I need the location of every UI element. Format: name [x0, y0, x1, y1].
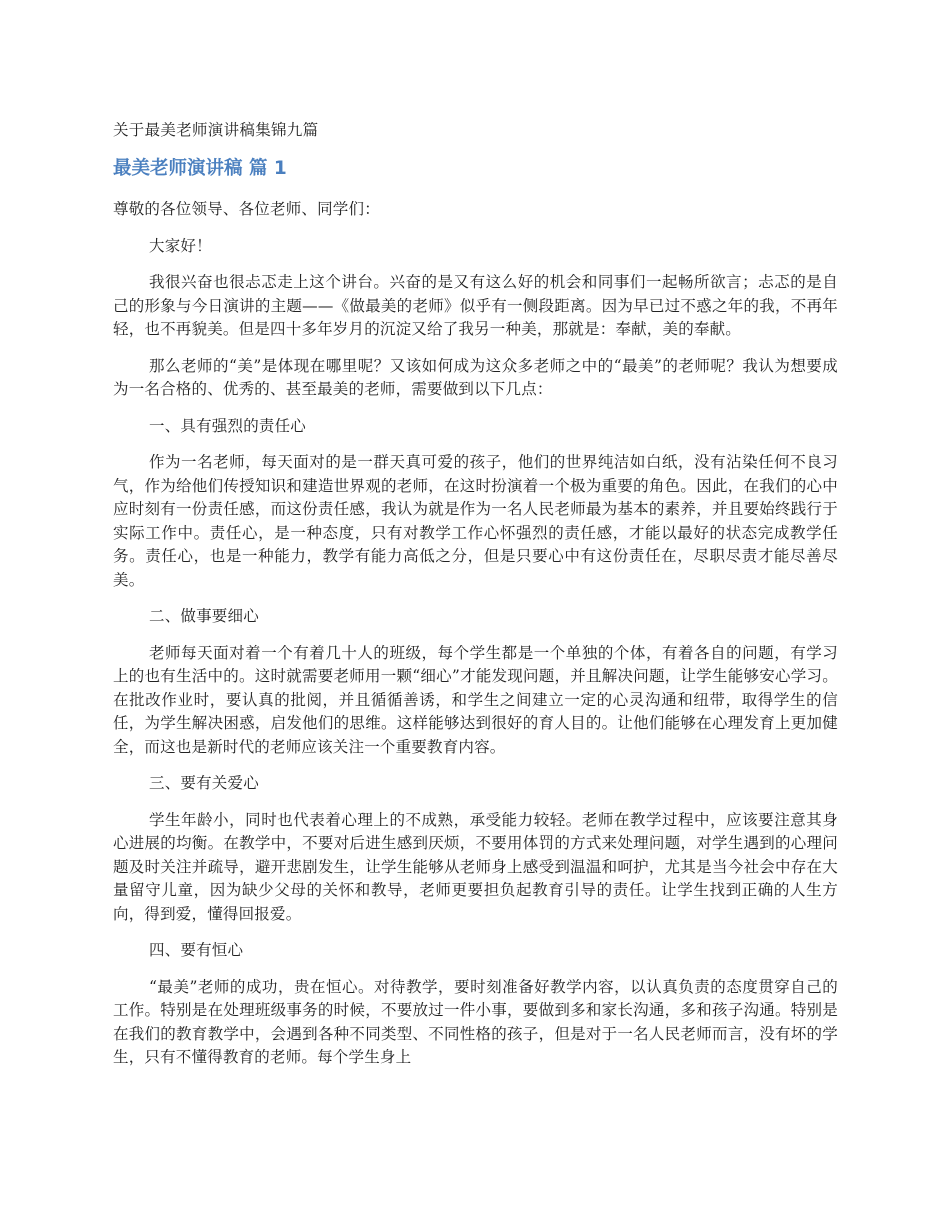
point-heading-responsibility: 一、具有强烈的责任心: [149, 416, 307, 435]
greeting: 大家好！: [149, 236, 212, 255]
paragraph-responsibility: 作为一名老师，每天面对的是一群天真可爱的孩子，他们的世界纯洁如白纸，没有沾染任何不良习气，作为给他们传授知识和建造世界观的老师，在这时扮演着一个极为重要的角色。因此，在我们的心中应时刻有一份责任感，而这份责任感，我认为就是作为一名人民老师最为基本的素养，并且要始终践行于实际工作中。责任心，是一种态度，只有对教学工作心怀强烈的责任感，才能以最好的状态完成教学任务。责任心，也是一种能力，教学有能力高低之分，但是只要心中有这份责任在，尽职尽责才能尽善尽美。: [113, 453, 838, 589]
document-title: 关于最美老师演讲稿集锦九篇: [113, 121, 319, 139]
salutation: 尊敬的各位领导、各位老师、同学们：: [113, 200, 380, 218]
paragraph-intro: 我很兴奋也很忐忑走上这个讲台。兴奋的是又有这么好的机会和同事们一起畅所欲言；忐忑的是自己的形象与今日演讲的主题——《做最美的老师》似乎有一侧段距离。因为早已过不惑之年的我，不再年轻，也不再貌美。但是四十多年岁月的沉淀又给了我另一种美，那就是：奉献，美的奉献。: [113, 273, 838, 338]
point-heading-carefulness: 二、做事要细心: [149, 607, 259, 625]
document-page: [113, 118, 838, 1083]
point-heading-perseverance: 四、要有恒心: [149, 941, 244, 959]
paragraph-perseverance: “最美”老师的成功，贵在恒心。对待教学，要时刻准备好教学内容，以认真负责的态度贯穿自己的工作。特别是在处理班级事务的时候，不要放过一件小事，要做到多和家长沟通，多和孩子沟通。特别是在我们的教育教学中，会遇到各种不同类型、不同性格的孩子，但是对于一名人民老师而言，没有坏的学生，只有不懂得教育的老师。每个学生身上: [113, 977, 838, 1066]
section-heading: 最美老师演讲稿 篇 1: [113, 158, 287, 179]
point-heading-care: 三、要有关爱心: [149, 774, 259, 792]
paragraph-care: 学生年龄小，同时也代表着心理上的不成熟，承受能力较轻。老师在教学过程中，应该要注意其身心进展的均衡。在教学中，不要对后进生感到厌烦，不要用体罚的方式来处理问题，对学生遇到的心理问题及时关注并疏导，避开悲剧发生，让学生能够从老师身上感受到温温和呵护，尤其是当今社会中存在大量留守儿童，因为缺少父母的关怀和教导，老师更要担负起教育引导的责任。让学生找到正确的人生方向，得到爱，懂得回报爱。: [113, 810, 838, 923]
paragraph-carefulness: 老师每天面对着一个有着几十人的班级，每个学生都是一个单独的个体，有着各自的问题，有学习上的也有生活中的。这时就需要老师用一颗“细心”才能发现问题，并且解决问题，让学生能够安心学习。在批改作业时，要认真的批阅，并且循循善诱，和学生之间建立一定的心灵沟通和纽带，取得学生的信任，为学生解决困惑，启发他们的思维。这样能够达到很好的育人目的。让他们能够在心理发育上更加健全，而这也是新时代的老师应该关注一个重要教育内容。: [113, 643, 838, 756]
paragraph-question: 那么老师的“美”是体现在哪里呢？又该如何成为这众多老师之中的“最美”的老师呢？我认为想要成为一名合格的、优秀的、甚至最美的老师，需要做到以下几点：: [113, 356, 838, 398]
